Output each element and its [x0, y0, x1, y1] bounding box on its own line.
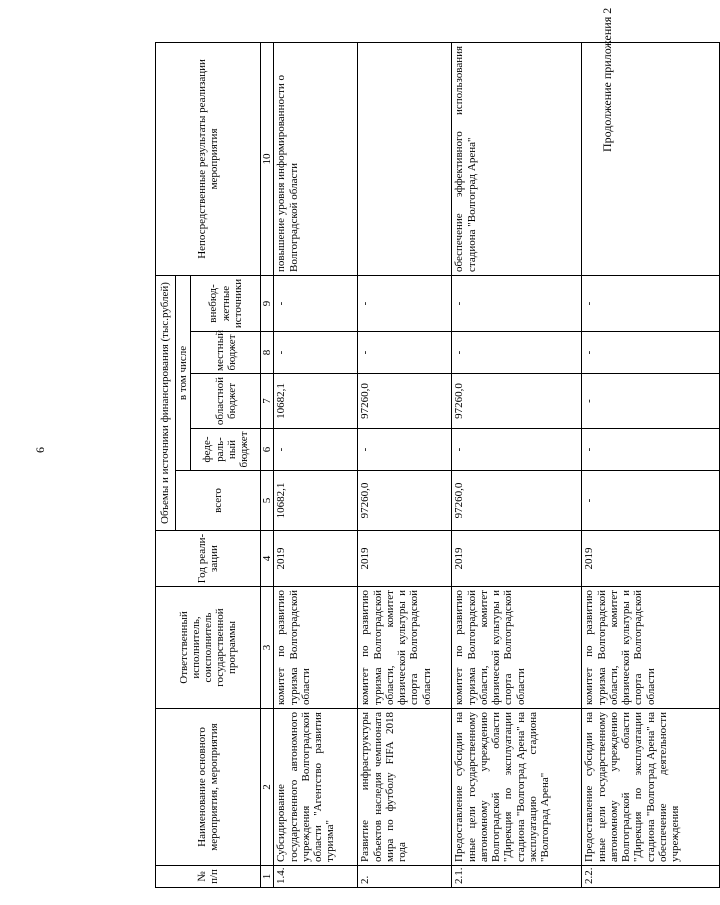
row-year: 2019 [452, 531, 582, 587]
row-responsible: комитет по развитию туризма Волгоградской области [274, 587, 358, 709]
row-local: - [358, 332, 452, 374]
row-result: обеспечение эффективного использования стадиона "Волгоград Арена" [452, 42, 582, 275]
row-extrabudget: - [452, 275, 582, 331]
row-responsible: комитет по развитию туризма Волгоградской области, комитет физической культуры и спорта Волгоградской области [582, 587, 720, 709]
header-funding: Объемы и источники финансирования (тыс.рублей) [156, 275, 176, 530]
page-number: 6 [33, 447, 47, 453]
row-local: - [274, 332, 358, 374]
row-regional: 97260,0 [452, 374, 582, 429]
row-responsible: комитет по развитию туризма Волгоградской области, комитет физической культуры и спорта Волгоградской области [452, 587, 582, 709]
row-result [358, 42, 452, 275]
col-number: 1 [261, 866, 274, 888]
table-row [582, 42, 720, 887]
header-responsible: Ответственный исполнитель, соисполнитель государственной программы [156, 587, 261, 709]
header-regional: областной бюджет [191, 374, 261, 429]
row-num: 2.2. [582, 866, 720, 888]
row-federal: - [452, 429, 582, 471]
row-year: 2019 [274, 531, 358, 587]
row-name: Субсидирование государственного автономного учреждения Волгоградской области "Агентство развития туризма" [274, 709, 358, 866]
header-name: Наименование основного мероприятия, мероприятия [156, 709, 261, 866]
table-row [274, 42, 358, 887]
row-num: 2.1. [452, 866, 582, 888]
table-row [452, 42, 582, 887]
row-result: повышение уровня информированности о Волгоградской области [274, 42, 358, 275]
row-total: - [582, 471, 720, 531]
col-number: 5 [261, 471, 274, 531]
row-total: 97260,0 [452, 471, 582, 531]
appendix-label: Продолжение приложения 2 [600, 7, 614, 152]
row-num: 1.4. [274, 866, 358, 888]
col-number: 8 [261, 332, 274, 374]
row-regional: - [582, 374, 720, 429]
header-result: Непосредственные результаты реализации мероприятия [156, 42, 261, 275]
row-federal: - [274, 429, 358, 471]
col-number: 4 [261, 531, 274, 587]
header-local: местный бюджет [191, 332, 261, 374]
col-number: 7 [261, 374, 274, 429]
row-year: 2019 [358, 531, 452, 587]
row-local: - [452, 332, 582, 374]
row-total: 97260,0 [358, 471, 452, 531]
header-year: Год реали-зации [156, 531, 261, 587]
row-extrabudget: - [582, 275, 720, 331]
row-federal: - [582, 429, 720, 471]
header-including: в том числе [176, 275, 191, 470]
funding-table [155, 42, 720, 888]
table-row [358, 42, 452, 887]
row-regional: 10682,1 [274, 374, 358, 429]
row-responsible: комитет по развитию туризма Волгоградской области, комитет физической культуры и спорта Волгоградской области [358, 587, 452, 709]
row-extrabudget: - [274, 275, 358, 331]
row-name: Предоставление субсидии на иные цели государственному автономному учреждению Волгоградской области "Дирекция по эксплуатации стадиона "Волгоград Арена" на обеспечение деятельности учреждения [582, 709, 720, 866]
row-total: 10682,1 [274, 471, 358, 531]
col-number: 6 [261, 429, 274, 471]
row-num: 2. [358, 866, 452, 888]
header-federal: феде-раль-ный бюджет [191, 429, 261, 471]
col-number: 3 [261, 587, 274, 709]
header-total: всего [176, 471, 261, 531]
row-result [582, 42, 720, 275]
rotated-document-table [155, 43, 682, 888]
col-number: 9 [261, 275, 274, 331]
col-number: 10 [261, 42, 274, 275]
header-num: № п/п [156, 866, 261, 888]
col-number: 2 [261, 709, 274, 866]
row-year: 2019 [582, 531, 720, 587]
row-regional: 97260,0 [358, 374, 452, 429]
row-extrabudget: - [358, 275, 452, 331]
row-name: Предоставление субсидии на иные цели государственному автономному учреждению Волгоградской области "Дирекция по эксплуатации стадиона "Волгоград Арена" на эксплуатацию стадиона "Волгоград Арена" [452, 709, 582, 866]
row-local: - [582, 332, 720, 374]
row-federal: - [358, 429, 452, 471]
header-extrabudget: внебюд-жетные источники [191, 275, 261, 331]
row-name: Развитие инфраструктуры объектов наследия чемпионата мира по футболу FIFA 2018 года [358, 709, 452, 866]
